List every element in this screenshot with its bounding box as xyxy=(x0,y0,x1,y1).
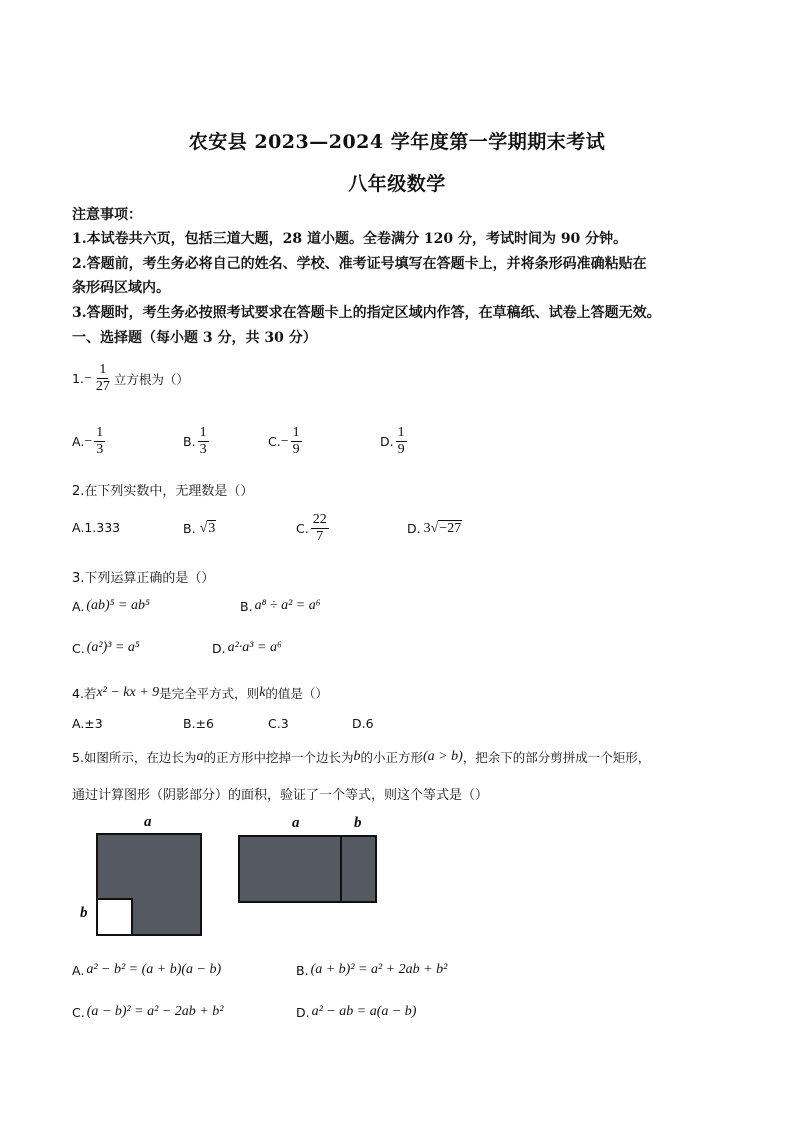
q1-d-num: 1 xyxy=(396,425,407,442)
q5-option-b[interactable] xyxy=(296,962,447,978)
figure-square-with-cutout xyxy=(97,834,201,935)
q1-option-a[interactable] xyxy=(72,425,107,458)
q2-option-c[interactable] xyxy=(296,512,331,545)
q5-text-4: ，把余下的部分剪拼成一个矩形， xyxy=(462,750,651,765)
section-1-heading: 一、选择题（每小题 3 分，共 30 分） xyxy=(72,330,317,346)
q3-option-c[interactable] xyxy=(72,640,140,656)
q1-b-label: B. xyxy=(183,434,196,450)
q5-condition: (a > b) xyxy=(422,749,463,764)
q5-text-1: 5.如图所示，在边长为 xyxy=(72,750,197,765)
q1-c-label: C. xyxy=(268,434,281,450)
sqrt-symbol: √ xyxy=(199,520,208,536)
q1-c-sign: − xyxy=(280,433,289,449)
question-2: 2.在下列实数中，无理数是（） xyxy=(72,484,254,499)
q5-d-expr: a² − ab = a(a − b) xyxy=(311,1004,417,1019)
q2-d-index: 3 xyxy=(423,520,431,536)
q5-text-3: 的小正方形 xyxy=(360,750,423,765)
q5-a-label: A. xyxy=(72,962,85,978)
q2-b-radicand: 3 xyxy=(208,521,216,536)
q1-b-num: 1 xyxy=(198,425,209,442)
q4-option-c[interactable]: C.3 xyxy=(268,716,289,731)
question-1 xyxy=(72,362,189,395)
q5-b-label: B. xyxy=(296,962,309,978)
q3-d-label: D. xyxy=(212,640,226,656)
q5-option-c[interactable] xyxy=(72,1004,223,1020)
q1-a-den: 3 xyxy=(96,442,104,458)
q3-b-label: B. xyxy=(240,598,253,614)
q1-neg: − xyxy=(83,370,92,386)
q1-option-d[interactable] xyxy=(380,425,409,458)
notice-item-3: 3.答题时，考生务必按照考试要求在答题卡上的指定区域内作答，在草稿纸、试卷上答题无效。 xyxy=(72,305,661,321)
q5-var-b: b xyxy=(353,749,361,764)
q5-a-expr: a² − b² = (a + b)(a − b) xyxy=(86,962,222,977)
q4-suffix: 的值是（） xyxy=(265,686,328,701)
q3-option-b[interactable] xyxy=(240,598,321,614)
q3-c-label: C. xyxy=(72,640,85,656)
q3-option-d[interactable] xyxy=(212,640,282,656)
fig1-label-b: b xyxy=(80,905,88,921)
q1-option-c[interactable] xyxy=(268,425,304,458)
q3-a-expr: (ab)⁵ = ab⁵ xyxy=(86,598,150,613)
q1-b-fraction xyxy=(198,425,209,458)
q5-var-a: a xyxy=(196,749,204,764)
q5-b-expr: (a + b)² = a² + 2ab + b² xyxy=(310,962,448,977)
q1-c-fraction xyxy=(291,425,302,458)
q2-c-label: C. xyxy=(296,521,309,537)
q1-a-label: A. xyxy=(72,434,85,450)
exam-title: 农安县 2023—2024 学年度第一学期期末考试 xyxy=(188,131,606,153)
q4-option-b[interactable]: B.±6 xyxy=(183,716,214,731)
q1-option-b[interactable] xyxy=(183,425,211,458)
q3-b-expr: a⁸ ÷ a² = a⁶ xyxy=(254,598,321,613)
q4-option-a[interactable]: A.±3 xyxy=(72,716,103,731)
q5-c-label: C. xyxy=(72,1004,85,1020)
notice-heading: 注意事项： xyxy=(72,207,142,223)
q1-b-den: 3 xyxy=(199,442,207,458)
q2-d-radicand: −27 xyxy=(439,521,462,536)
q2-c-den: 7 xyxy=(316,529,324,545)
fig1-label-a: a xyxy=(144,814,152,830)
q2-c-num: 22 xyxy=(311,512,329,529)
q5-text-line-2: 通过计算图形（阴影部分）的面积，验证了一个等式，则这个等式是（） xyxy=(72,788,489,803)
q4-mid: 是完全平方式，则 xyxy=(159,686,260,701)
q1-a-num: 1 xyxy=(94,425,105,442)
q1-prefix: 1. xyxy=(72,371,84,387)
q1-stem: 立方根为（） xyxy=(113,371,189,387)
q1-num: 1 xyxy=(97,362,108,379)
q1-den: 27 xyxy=(95,379,110,395)
q1-c-den: 9 xyxy=(292,442,300,458)
small-square-cutout xyxy=(97,899,132,935)
notice-item-2: 2.答题前，考生务必将自己的姓名、学校、准考证号填写在答题卡上，并将条形码准确粘贴在 xyxy=(72,256,647,272)
fig2-label-b: b xyxy=(354,815,362,831)
notice-item-2-cont: 条形码区域内。 xyxy=(72,280,170,296)
fig2-label-a: a xyxy=(292,815,300,831)
q4-expr: x² − kx + 9 xyxy=(96,685,160,700)
q1-d-fraction xyxy=(396,425,407,458)
q5-text-2: 的正方形中挖掉一个边长为 xyxy=(203,750,354,765)
question-3: 3.下列运算正确的是（） xyxy=(72,571,215,586)
q5-d-label: D. xyxy=(296,1004,310,1020)
q1-fraction xyxy=(94,362,112,395)
q2-a-label: A. xyxy=(72,520,85,535)
q5-c-expr: (a − b)² = a² − 2ab + b² xyxy=(86,1004,224,1019)
q2-c-fraction xyxy=(311,512,329,545)
q2-option-a[interactable] xyxy=(72,520,120,535)
cbrt-symbol: √ xyxy=(430,520,439,536)
q2-option-b[interactable] xyxy=(183,520,216,537)
q2-a-value: 1.333 xyxy=(84,520,121,535)
notice-item-1: 1.本试卷共六页，包括三道大题，28 道小题。全卷满分 120 分，考试时间为 90 分钟。 xyxy=(72,231,628,247)
q2-option-d[interactable] xyxy=(407,520,462,537)
q3-a-label: A. xyxy=(72,598,85,614)
q1-c-num: 1 xyxy=(291,425,302,442)
q1-d-label: D. xyxy=(380,434,394,450)
question-4 xyxy=(72,684,328,702)
q5-option-d[interactable] xyxy=(296,1004,416,1020)
q1-a-fraction xyxy=(94,425,105,458)
q4-var: k xyxy=(259,685,266,700)
q5-figures xyxy=(90,828,390,943)
q4-option-d[interactable]: D.6 xyxy=(352,716,374,731)
q3-d-expr: a²·a³ = a⁶ xyxy=(227,640,282,655)
q1-d-den: 9 xyxy=(397,442,405,458)
rectangle-shaded xyxy=(239,836,376,902)
exam-subtitle: 八年级数学 xyxy=(348,173,446,195)
q4-prefix: 4.若 xyxy=(72,686,97,701)
figure-rectangle xyxy=(239,836,376,902)
q2-b-label: B. xyxy=(183,521,196,536)
q3-option-a[interactable] xyxy=(72,598,150,614)
q5-option-a[interactable] xyxy=(72,962,221,978)
question-5 xyxy=(72,748,650,766)
q1-a-sign: − xyxy=(84,433,93,449)
q3-c-expr: (a²)³ = a⁵ xyxy=(86,640,140,655)
q2-d-label: D. xyxy=(407,521,421,536)
